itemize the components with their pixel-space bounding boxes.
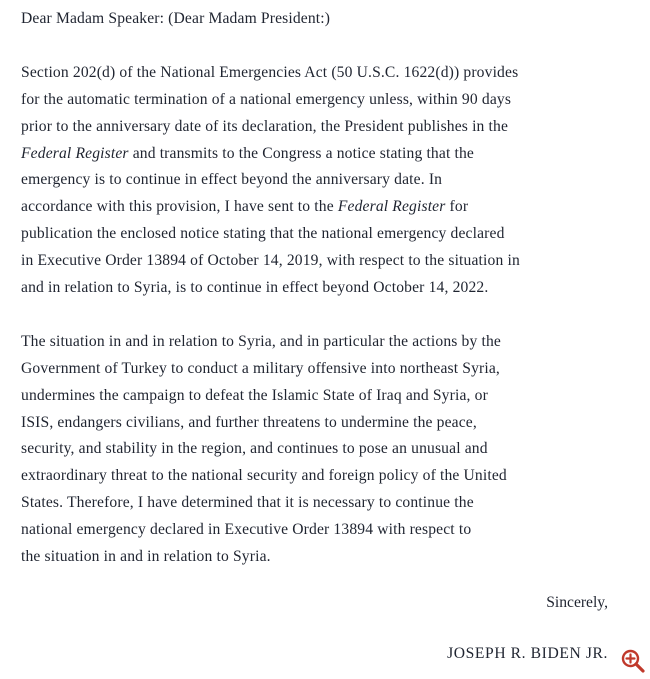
federal-register-title: Federal Register (337, 198, 446, 216)
paragraph-1-line: in Executive Order 13894 of October 14, 2019, with respect to the situation in (21, 252, 520, 270)
signature: JOSEPH R. BIDEN JR. (447, 645, 608, 662)
closing: Sincerely, (546, 594, 608, 611)
paragraph-1-line: emergency is to continue in effect beyond the anniversary date. In (21, 171, 443, 189)
paragraph-2 (21, 329, 611, 571)
paragraph-1-line: for the automatic termination of a national emergency unless, within 90 days (21, 90, 512, 108)
federal-register-title: Federal Register (21, 144, 129, 162)
paragraph-2-line: national emergency declared in Executive Order 13894 with respect to (21, 521, 472, 539)
zoom-in-icon-graphic (620, 648, 646, 674)
salutation: Dear Madam Speaker: (Dear Madam President:) (21, 10, 331, 27)
paragraph-1 (21, 60, 611, 302)
letter-body (21, 6, 611, 598)
paragraph-1-line: Section 202(d) of the National Emergencies Act (50 U.S.C. 1622(d)) provides (21, 63, 519, 81)
paragraph-2-line: States. Therefore, I have determined that it is necessary to continue the (21, 494, 474, 512)
paragraph-1-text: and transmits to the Congress a notice stating that the (128, 144, 474, 162)
paragraph-2-line: ISIS, endangers civilians, and further threatens to undermine the peace, (21, 413, 477, 431)
paragraph-1-text: accordance with this provision, I have sent to the (21, 198, 338, 216)
paragraph-2-line: Government of Turkey to conduct a military offensive into northeast Syria, (21, 359, 500, 377)
paragraph-1-line: prior to the anniversary date of its declaration, the President publishes in the (21, 117, 509, 135)
paragraph-2-line: security, and stability in the region, and continues to pose an unusual and (21, 440, 488, 458)
zoom-in-icon[interactable] (620, 648, 646, 674)
paragraph-2-line: the situation in and in relation to Syria. (21, 548, 271, 566)
paragraph-2-line: undermines the campaign to defeat the Islamic State of Iraq and Syria, or (21, 386, 488, 404)
paragraph-1-line: publication the enclosed notice stating that the national emergency declared (21, 225, 505, 243)
paragraph-2-line: extraordinary threat to the national security and foreign policy of the United (21, 467, 507, 485)
paragraph-1-line (21, 194, 611, 221)
paragraph-1-line: and in relation to Syria, is to continue in effect beyond October 14, 2022. (21, 279, 489, 297)
paragraph-2-line: The situation in and in relation to Syria, and in particular the actions by the (21, 332, 501, 350)
paragraph-1-line (21, 141, 611, 168)
paragraph-1-text: for (445, 198, 469, 216)
